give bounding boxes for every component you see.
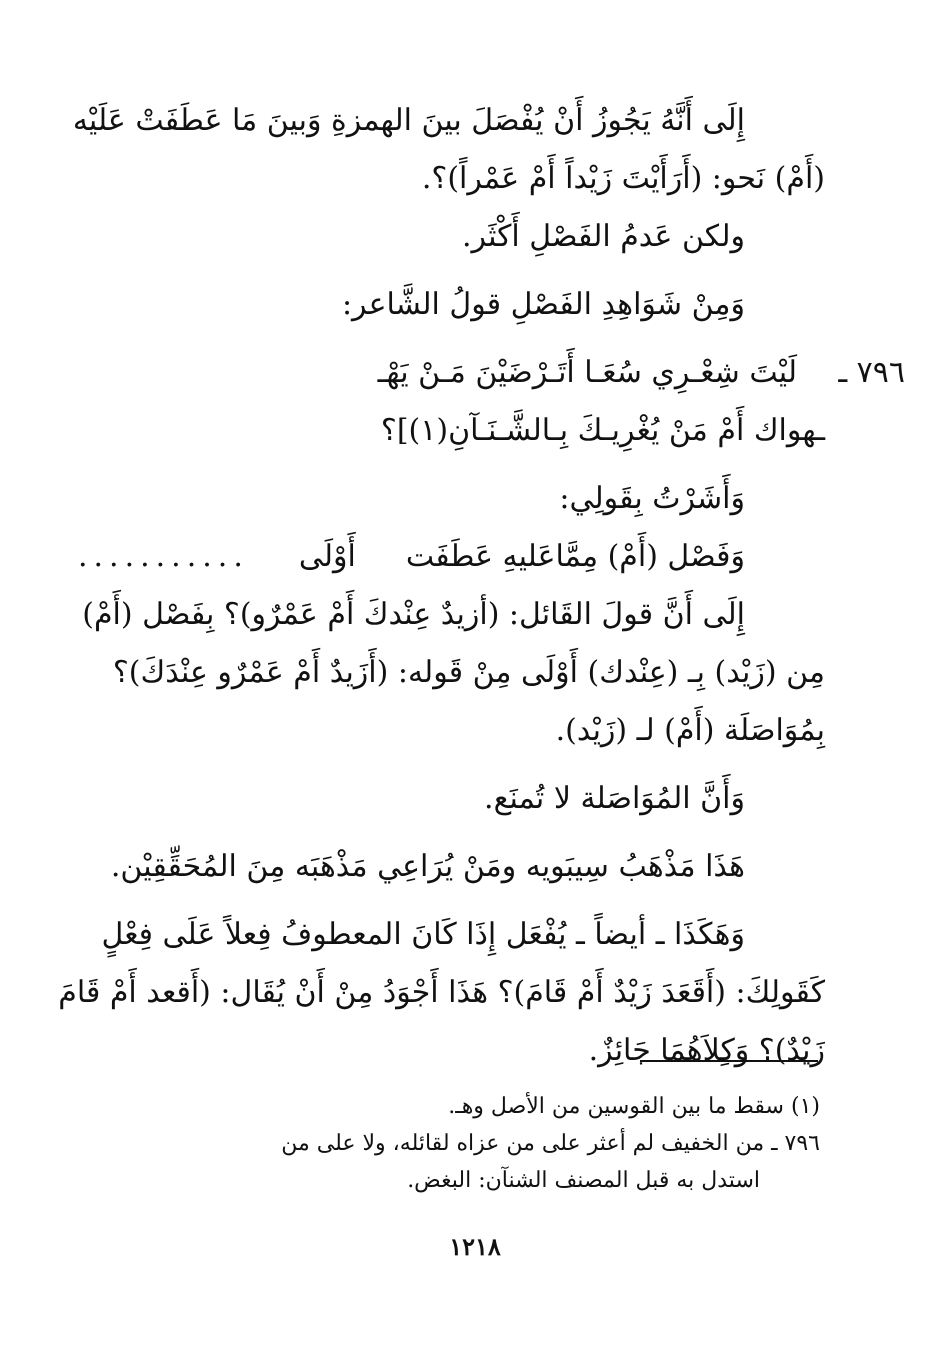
rhyme-line [77,528,825,586]
footnotes [150,1088,820,1199]
rhyme-part-2: أَوْلَى [298,539,356,574]
verse-line-2: ـهواك أَمْ مَنْ يُغْرِيـكَ بِـالشَّـنَـآنِ(١)]؟ [380,413,825,448]
paragraph-5-line-1: إِلَى أَنَّ قولَ القَائل: (أزيدٌ عِنْدكَ أَمْ عَمْرٌو)؟ بِفَصْل (أَمْ) [82,597,745,632]
paragraph-2: ولكن عَدمُ الفَصْلِ أَكْثَر. [461,219,745,254]
rhyme-dots: ........... [77,539,249,574]
paragraph-5-line-3: بِمُوَاصَلَة (أَمْ) لـ (زَيْد). [555,713,825,748]
paragraph-1-line-1: إِلَى أَنَّهُ يَجُوزُ أَنْ يُفْصَلَ بينَ الهمزةِ وَبينَ مَا عَطَفَتْ عَلَيْه [72,103,745,138]
paragraph-7: هَذَا مَذْهَبُ سِيبَويه ومَنْ يُرَاعِي مَذْهَبَه مِنَ المُحَقِّقِيْن. [110,849,745,884]
verse-line-1: لَيْتَ شِعْـرِي سُعَـا أَتَـرْضَيْنَ مَـنْ يَهْـ [377,355,797,390]
paragraph-8-line-3: زَيْدٌ)؟ وَكِلاَهُمَا جَائِزٌ. [588,1033,825,1068]
paragraph-6: وَأَنَّ المُوَاصَلة لا تُمنَع. [484,781,745,816]
footnote-2-line-1: ٧٩٦ ـ من الخفيف لم أعثر على من عزاه لقائله، ولا على من [281,1131,820,1156]
footnote-2-line-2: استدل به قبل المصنف الشنآن: البغض. [407,1168,760,1193]
paragraph-3: وَمِنْ شَوَاهِدِ الفَصْلِ قولُ الشَّاعر: [341,287,745,322]
page-number: ١٢١٨ [449,1232,501,1261]
footnote-separator [640,1060,818,1062]
paragraph-4: وَأَشَرْتُ بِقَولِي: [559,481,745,516]
paragraph-5-line-2: مِن (زَيْد) بِـ (عِنْدك) أَوْلَى مِنْ قَوله: (أَزَيدٌ أَمْ عَمْرٌو عِنْدَكَ)؟ [112,655,825,690]
rhyme-part-1: وَفَصْل (أَمْ) مِمَّاعَليهِ عَطَفَت [405,539,745,574]
paragraph-1-line-2: (أَمْ) نَحو: (أَرَأَيْتَ زَيْداً أَمْ عَمْراً)؟. [421,161,825,196]
paragraph-8-line-1: وَهَكَذَا ـ أيضاً ـ يُفْعَل إِذَا كَانَ المعطوفُ فِعلاً عَلَى فِعْلٍ [101,917,745,952]
paragraph-8-line-2: كَقَولِكَ: (أَقَعَدَ زَيْدٌ أَمْ قَامَ)؟ هَذَا أَجْوَدُ مِنْ أَنْ يُقَال: (أَقعد أَمْ قَامَ [58,975,825,1010]
footnote-1: (١) سقط ما بين القوسين من الأصل وهـ. [448,1094,820,1119]
verse-number: ٧٩٦ ـ [838,355,905,390]
verse-block [120,344,905,402]
main-text [58,92,905,1080]
